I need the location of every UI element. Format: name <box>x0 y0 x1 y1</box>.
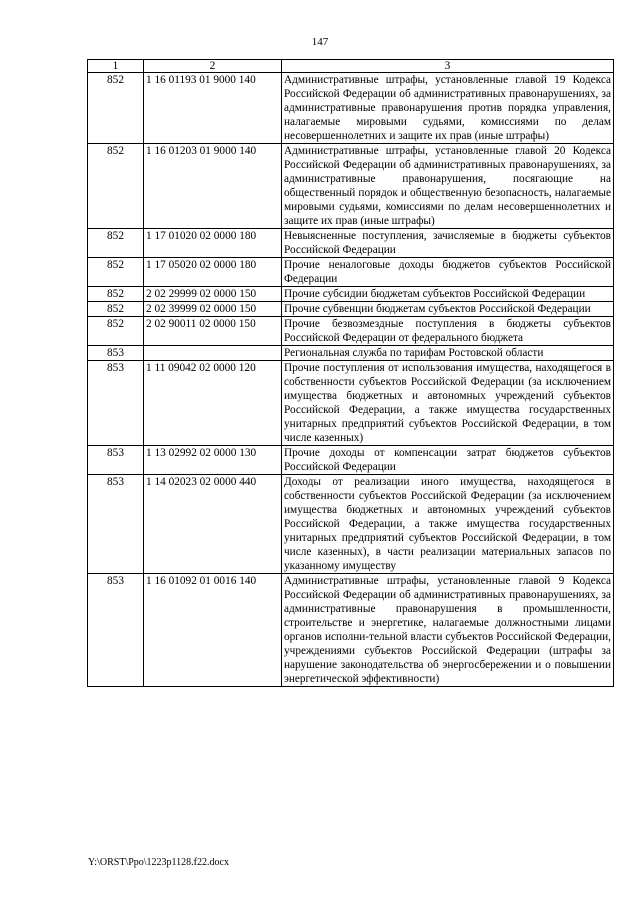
description-cell: Административные штрафы, установленные главой 9 Кодекса Российской Федерации об административных правонарушениях, за административные правонарушения в промышленности, строительстве и энергетике, налагаемые должностными лицами органов исполни-тельной власти субъектов Российской Федерации, учреждениями субъектов Российской Федерации (штрафы за нарушение законодательства об энергосбережении и о повышении энергетической эффективности) <box>282 574 614 687</box>
table-row <box>88 475 614 574</box>
table-body <box>88 73 614 687</box>
budget-code-cell: 1 14 02023 02 0000 440 <box>144 475 282 574</box>
table-row <box>88 144 614 229</box>
admin-code-cell: 853 <box>88 574 144 687</box>
admin-code-cell: 852 <box>88 287 144 302</box>
table-row <box>88 346 614 361</box>
admin-code-cell: 852 <box>88 73 144 144</box>
description-cell: Невыясненные поступления, зачисляемые в бюджеты субъектов Российской Федерации <box>282 229 614 258</box>
budget-code-cell <box>144 346 282 361</box>
table-row <box>88 229 614 258</box>
budget-code-cell: 1 17 05020 02 0000 180 <box>144 258 282 287</box>
description-cell: Прочие неналоговые доходы бюджетов субъектов Российской Федерации <box>282 258 614 287</box>
budget-code-cell: 2 02 39999 02 0000 150 <box>144 302 282 317</box>
description-cell: Административные штрафы, установленные главой 19 Кодекса Российской Федерации об административных правонарушениях, за административные правонарушения против порядка управления, налагаемые мировыми судьями, комиссиями по делам несовершеннолетних и защите их прав (иные штрафы) <box>282 73 614 144</box>
footer-file-path: Y:\ORST\Ppo\1223p1128.f22.docx <box>88 857 229 868</box>
column-header-2: 2 <box>144 60 282 73</box>
admin-code-cell: 852 <box>88 144 144 229</box>
admin-code-cell: 852 <box>88 302 144 317</box>
budget-code-cell: 1 17 01020 02 0000 180 <box>144 229 282 258</box>
description-cell: Прочие безвозмездные поступления в бюджеты субъектов Российской Федерации от федерального бюджета <box>282 317 614 346</box>
admin-code-cell: 852 <box>88 229 144 258</box>
table-row <box>88 574 614 687</box>
column-header-1: 1 <box>88 60 144 73</box>
column-header-3: 3 <box>282 60 614 73</box>
admin-code-cell: 853 <box>88 446 144 475</box>
budget-classification-table <box>87 59 614 687</box>
budget-code-cell: 1 16 01203 01 9000 140 <box>144 144 282 229</box>
budget-code-cell: 1 16 01193 01 9000 140 <box>144 73 282 144</box>
admin-code-cell: 853 <box>88 361 144 446</box>
description-cell: Региональная служба по тарифам Ростовской области <box>282 346 614 361</box>
table-row <box>88 302 614 317</box>
table-row <box>88 287 614 302</box>
table-row <box>88 361 614 446</box>
description-cell: Доходы от реализации иного имущества, находящегося в собственности субъектов Российской Федерации (за исключением имущества бюджетных и автономных учреждений субъектов Российской Федерации, а также имущества государственных унитарных предприятий субъектов Российской Федерации, в том числе казенных), в части реализации материальных запасов по указанному имуществу <box>282 475 614 574</box>
description-cell: Прочие субсидии бюджетам субъектов Российской Федерации <box>282 287 614 302</box>
admin-code-cell: 853 <box>88 475 144 574</box>
admin-code-cell: 852 <box>88 317 144 346</box>
table-row <box>88 446 614 475</box>
table-row <box>88 317 614 346</box>
budget-code-cell: 2 02 90011 02 0000 150 <box>144 317 282 346</box>
budget-code-cell: 1 13 02992 02 0000 130 <box>144 446 282 475</box>
table-row <box>88 73 614 144</box>
table-row <box>88 258 614 287</box>
description-cell: Прочие субвенции бюджетам субъектов Российской Федерации <box>282 302 614 317</box>
admin-code-cell: 853 <box>88 346 144 361</box>
admin-code-cell: 852 <box>88 258 144 287</box>
description-cell: Административные штрафы, установленные главой 20 Кодекса Российской Федерации об административных правонарушениях, за административные правонарушения, посягающие на общественный порядок и общественную безопасность, налагаемые мировыми судьями, комиссиями по делам несовершеннолетних и защите их прав (иные штрафы) <box>282 144 614 229</box>
table-header-row <box>88 60 614 73</box>
budget-code-cell: 1 16 01092 01 0016 140 <box>144 574 282 687</box>
page-number: 147 <box>311 36 329 48</box>
budget-code-cell: 2 02 29999 02 0000 150 <box>144 287 282 302</box>
description-cell: Прочие поступления от использования имущества, находящегося в собственности субъектов Российской Федерации (за исключением имущества бюджетных и автономных учреждений субъектов Российской Федерации, а также имущества государственных унитарных предприятий субъектов Российской Федерации, в том числе казенных) <box>282 361 614 446</box>
description-cell: Прочие доходы от компенсации затрат бюджетов субъектов Российской Федерации <box>282 446 614 475</box>
budget-code-cell: 1 11 09042 02 0000 120 <box>144 361 282 446</box>
